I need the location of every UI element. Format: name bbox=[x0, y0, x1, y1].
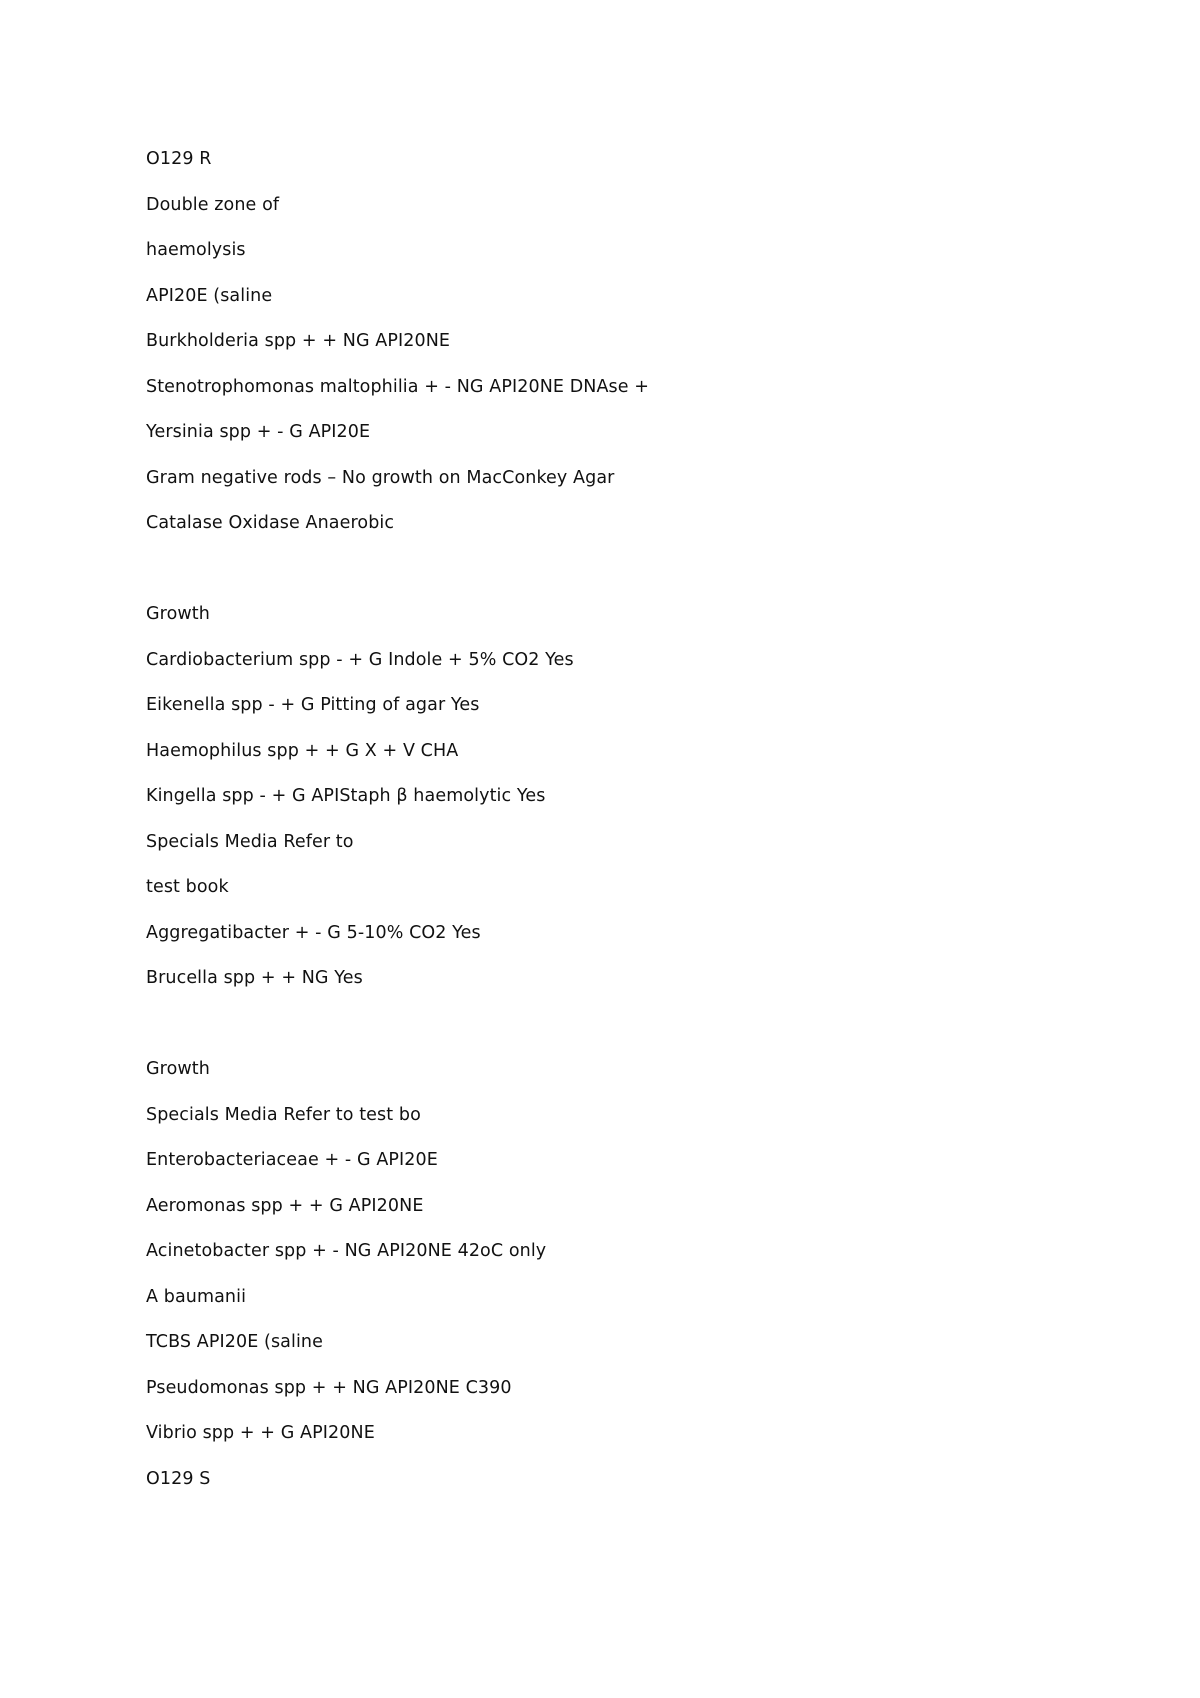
text-line: Yersinia spp + - G API20E bbox=[146, 422, 371, 442]
text-line: Pseudomonas spp + + NG API20NE C390 bbox=[146, 1377, 512, 1398]
text-line: Enterobacteriaceae + - G API20E bbox=[146, 1150, 438, 1170]
text-line: Kingella spp - + G APIStaph β haemolytic Yes bbox=[146, 786, 546, 806]
text-line: Brucella spp + + NG Yes bbox=[146, 968, 363, 988]
paragraph-gap bbox=[146, 1013, 1146, 1059]
text-line: test book bbox=[146, 877, 229, 897]
text-line: Stenotrophomonas maltophilia + - NG API20NE DNAse + bbox=[146, 376, 650, 397]
text-line: Burkholderia spp + + NG API20NE bbox=[146, 331, 451, 351]
text-line: Specials Media Refer to test bo bbox=[146, 1104, 421, 1125]
text-line: Eikenella spp - + G Pitting of agar Yes bbox=[146, 695, 480, 715]
text-line: Cardiobacterium spp - + G Indole + 5% CO2 Yes bbox=[146, 649, 574, 670]
text-line: Specials Media Refer to bbox=[146, 831, 354, 852]
text-line: Aggregatibacter + - G 5-10% CO2 Yes bbox=[146, 922, 481, 943]
text-line: Growth bbox=[146, 1059, 210, 1079]
text-line: Vibrio spp + + G API20NE bbox=[146, 1423, 375, 1443]
document-body bbox=[146, 148, 1146, 1513]
text-line: A baumanii bbox=[146, 1286, 247, 1307]
text-line: TCBS API20E (saline bbox=[146, 1332, 323, 1352]
text-line: O129 S bbox=[146, 1468, 211, 1489]
section-growth-1 bbox=[146, 603, 1146, 1013]
text-line: Catalase Oxidase Anaerobic bbox=[146, 513, 395, 533]
text-line: API20E (saline bbox=[146, 285, 273, 306]
section-growth-2 bbox=[146, 1058, 1146, 1513]
text-line: O129 R bbox=[146, 149, 212, 169]
section-gram-negative-rods bbox=[146, 148, 1146, 558]
text-line: Haemophilus spp + + G X + V CHA bbox=[146, 740, 459, 761]
text-line: Gram negative rods – No growth on MacConkey Agar bbox=[146, 467, 615, 488]
paragraph-gap bbox=[146, 558, 1146, 604]
text-line: Double zone of bbox=[146, 194, 280, 215]
text-line: Aeromonas spp + + G API20NE bbox=[146, 1195, 424, 1216]
text-line: haemolysis bbox=[146, 240, 246, 260]
text-line: Acinetobacter spp + - NG API20NE 42oC only bbox=[146, 1241, 547, 1261]
text-line: Growth bbox=[146, 604, 210, 624]
